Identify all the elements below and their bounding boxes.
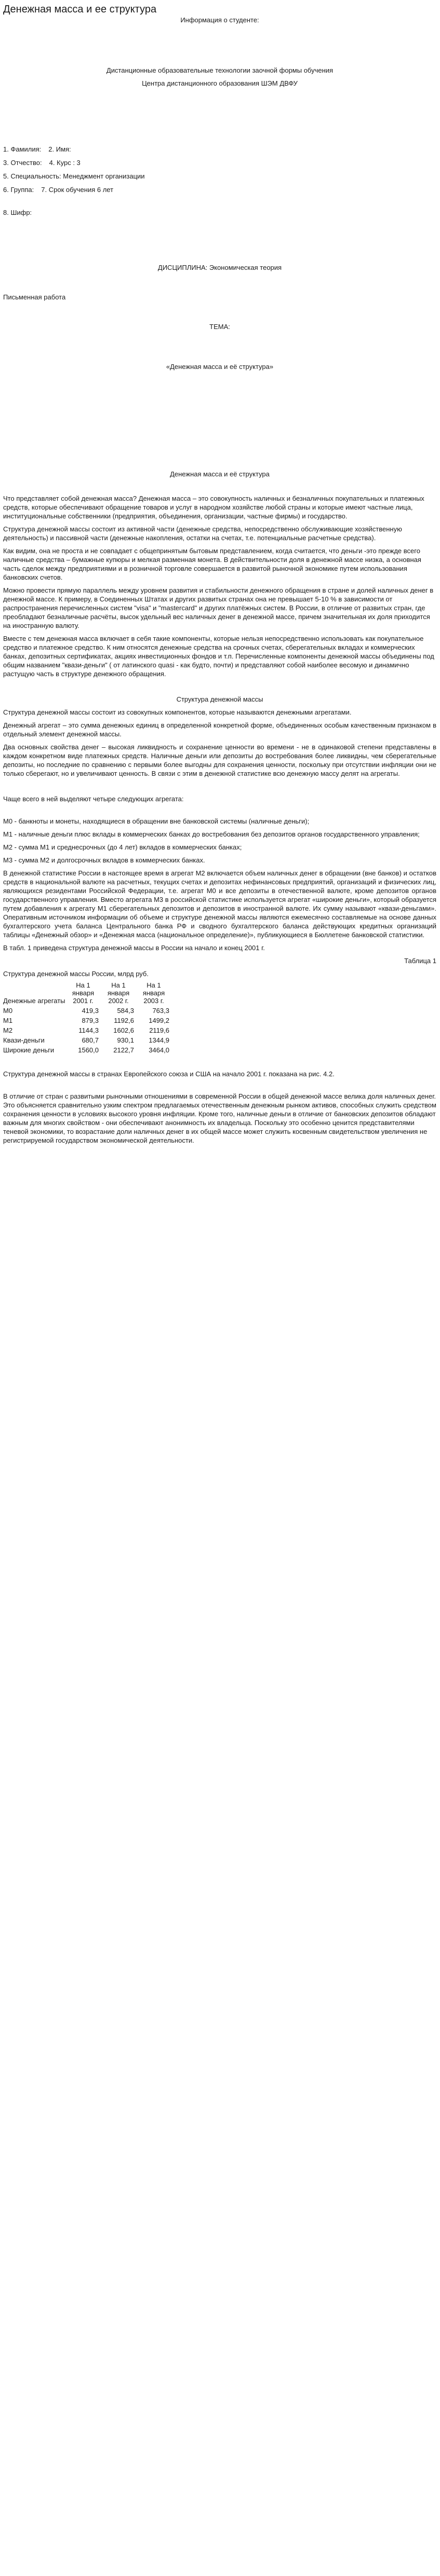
- column-header: На 1 января 2002 г.: [107, 981, 130, 1005]
- list-item: М0 - банкноты и монеты, находящиеся в обращении вне банковской системы (наличные деньги);: [3, 817, 310, 825]
- table-cell: 584,3: [117, 1007, 134, 1015]
- table-cell: М2: [3, 1026, 13, 1034]
- theme-label: ТЕМА:: [209, 323, 230, 331]
- table-cell: 1144,3: [78, 1026, 99, 1034]
- patronymic-label: 3. Отчество:: [3, 159, 42, 167]
- table-cell: Широкие деньги: [3, 1046, 55, 1054]
- table-cell: 2119,6: [149, 1026, 169, 1034]
- table-cell: Квази-деньги: [3, 1036, 45, 1044]
- section-title: Денежная масса и её структура: [170, 470, 270, 478]
- paragraph: Структура денежной массы состоит из активной части (денежные средства, непосредственно обслуживающие хозяйственную деятельность) и пассивной части (денежные накопления, остатки на счетах, т.е. потенциальные расчетные средства).: [3, 525, 402, 542]
- course-label: 4. Курс : 3: [49, 159, 81, 167]
- table-caption: Таблица 1: [404, 957, 436, 965]
- table-row: [3, 1035, 171, 1045]
- list-item: М2 - сумма М1 и среднесрочных (до 4 лет) вкладов в коммерческих банках;: [3, 843, 242, 851]
- work-type: Письменная работа: [3, 293, 66, 301]
- document-page: [0, 3, 436, 1481]
- institution-line-2: Центра дистанционного образования ШЭМ ДВФУ: [142, 79, 298, 87]
- aggregates-intro: Чаще всего в ней выделяют четыре следующих агрегата:: [3, 795, 184, 803]
- table-cell: 1560,0: [78, 1046, 99, 1054]
- table-cell: 930,1: [117, 1036, 134, 1044]
- paragraph: Вместе с тем денежная масса включает в себя такие компоненты, которые нельзя непосредственно использовать как покупательное средство и платежное средство. К ним относятся денежные средства на срочных счетах, сберегательных вкладах и коммерческих банках, депозитных сертификатах, акциях инвестиционных фондов и т.п. Перечисленные компоненты денежной массы объединены под общим названием "квази-деньги" ( от латинского quasi - как будто, почти) и представляют собой наиболее весомую и динамично растущую часть в структуре денежного обращения.: [3, 635, 434, 678]
- table-cell: 763,3: [152, 1007, 169, 1015]
- table-row: [3, 1025, 171, 1035]
- paragraph: Структура денежной массы в странах Европейского союза и США на начало 2001 г. показана на рис. 4.2.: [3, 1070, 335, 1078]
- theme-title: «Денежная масса и её структура»: [166, 363, 274, 371]
- cipher-label: 8. Шифр:: [3, 209, 32, 216]
- paragraph: В табл. 1 приведена структура денежной массы в России на начало и конец 2001 г.: [3, 944, 265, 952]
- table-cell: 879,3: [82, 1017, 99, 1024]
- institution-line-1: Дистанционные образовательные технологии заочной формы обучения: [106, 66, 334, 74]
- paragraph: В денежной статистике России в настоящее время в агрегат М2 включается объем наличных денег в обращении (вне банков) и остатков средств в национальной валюте на расчетных, текущих счетах и депозитах нефинансовых предприятий, организаций и физических лиц, являющихся резидентами Российской Федерации, т.е. агрегат М0 и все депозиты в отечественной валюте, кроме депозитов органов государственного управления. Вместо агрегата М3 в российской статистике используется агрегат «широкие деньги», который образуется путем добавления к агрегату М1 сберегательных депозитов и депозитов в иностранной валюте. Их сумму называют «квази-деньгами». Оперативным источником информации об объеме и структуре денежной массы являются ежемесячно составляемые на основе данных бухгалтерского учета баланса Центрального банка РФ и сводного бухгалтерского баланса действующих кредитных организаций таблицы «Денежный обзор» и «Денежная масса (национальное определение)», публикующиеся в Бюллетене банковской статистики.: [3, 869, 436, 939]
- name-label: 2. Имя:: [48, 145, 71, 153]
- aggregates-table: [3, 980, 171, 1055]
- student-details: [3, 145, 436, 217]
- table-cell: 3464,0: [149, 1046, 169, 1054]
- aggregates-list: [3, 817, 436, 865]
- paragraph: Можно провести прямую параллель между уровнем развития и стабильности денежного обращения в стране и долей наличных денег в денежной массе. К примеру, в Соединенных Штатах и других развитых странах она не превышает 5-10 % в зависимости от распространения перечисленных систем "visa" и "mastercard" и других платёжных систем. В России, в отличие от развитых стран, где преобладают безналичные расчёты, высок удельный вес наличных денег в денежной массе, причем значительная их доля приходится на иностранную валюту.: [3, 586, 434, 629]
- table-cell: 680,7: [82, 1036, 99, 1044]
- table-cell: 1499,2: [149, 1017, 169, 1024]
- specialty-label: 5. Специальность: Менеджмент организации: [3, 172, 145, 180]
- column-header: Денежные агрегаты: [3, 997, 65, 1005]
- structure-heading: Структура денежной массы: [176, 695, 263, 703]
- paragraph: Денежный агрегат – это сумма денежных единиц в определенной конкретной форме, объединенных особым качественным признаком в отдельный элемент денежной массы.: [3, 721, 436, 738]
- study-term-label: 7. Срок обучения 6 лет: [41, 186, 114, 194]
- paragraph: Как видим, она не проста и не совпадает с общепринятым бытовым представлением, когда считается, что деньги -это прежде всего наличные средства – бумажные купюры и мелкая разменная монета. В действительности доля в денежной массе низка, а основная часть сделок между предприятиями и в розничной торговле совершается в развитой рыночной экономике путем использования банковских счетов.: [3, 547, 421, 581]
- table-header-row: [3, 980, 171, 1006]
- table-row: [3, 1045, 171, 1055]
- column-header: На 1 января 2001 г.: [72, 981, 95, 1005]
- structure-section: [3, 708, 436, 778]
- table-row: [3, 1006, 171, 1016]
- table-cell: М0: [3, 1007, 13, 1015]
- paragraph: Что представляет собой денежная масса? Денежная масса – это совокупность наличных и безналичных покупательных и платежных средств, которые обеспечивают обращение товаров и услуг в народном хозяйстве любой страны и которые имеют частные лица, институциональные собственники (предприятия, объединения, организации, частные фирмы) и государство.: [3, 495, 424, 520]
- table-title: Структура денежной массы России, млрд руб.: [3, 970, 149, 978]
- surname-label: 1. Фамилия:: [3, 145, 42, 153]
- list-item: M1 - наличные деньги плюс вклады в коммерческих банках до востребования без депозитов органов государственного управления;: [3, 830, 420, 838]
- document-title: Денежная масса и ее структура: [3, 4, 157, 15]
- column-header: На 1 января 2003 г.: [142, 981, 165, 1005]
- table-cell: 1344,9: [149, 1036, 169, 1044]
- list-item: М3 - сумма М2 и долгосрочных вкладов в коммерческих банках.: [3, 856, 205, 864]
- table-cell: 1602,6: [113, 1026, 134, 1034]
- table-cell: М1: [3, 1017, 13, 1024]
- student-info-heading: Информация о студенте:: [180, 16, 259, 24]
- group-label: 6. Группа:: [3, 186, 34, 194]
- paragraph: Структура денежной массы состоит из совокупных компонентов, которые называются денежными агрегатами.: [3, 708, 352, 716]
- table-cell: 2122,7: [113, 1046, 134, 1054]
- paragraph: В отличие от стран с развитыми рыночными отношениями в современной России в общей денежной массе велика доля наличных денег. Это объясняется сравнительно узким спектром предлагаемых отечественным денежным рынком активов, способных служить средством сохранения ценности в условиях высокого уровня инфляции. Кроме того, наличные деньги в отличие от банковских депозитов обладают важным для многих свойством - они обеспечивают анонимность их владельца. Поскольку это особенно ценится представителями теневой экономики, то возрастание доли наличных денег в их общей массе может служить косвенным свидетельством увеличения не регистрируемой государством экономической деятельности.: [3, 1092, 436, 1144]
- paragraph: Два основных свойства денег – высокая ликвидность и сохранение ценности во времени - не в одинаковой степени представлены в каждом конкретном виде платежных средств. Наличные деньги или депозиты до востребования более ликвидны, чем сберегательные депозиты, но последние по сравнению с первыми более выгодны для сохранения ценности, поскольку при отсутствии инфляции они не только сберегают, но и увеличивают ценность. В связи с этим в денежной статистике всю денежную массу делят на агрегаты.: [3, 743, 436, 777]
- intro-section: [3, 494, 436, 678]
- discipline: ДИСЦИПЛИНА: Экономическая теория: [157, 264, 282, 271]
- table-row: [3, 1016, 171, 1025]
- table-cell: 419,3: [82, 1007, 99, 1015]
- table-cell: 1192,6: [114, 1017, 134, 1024]
